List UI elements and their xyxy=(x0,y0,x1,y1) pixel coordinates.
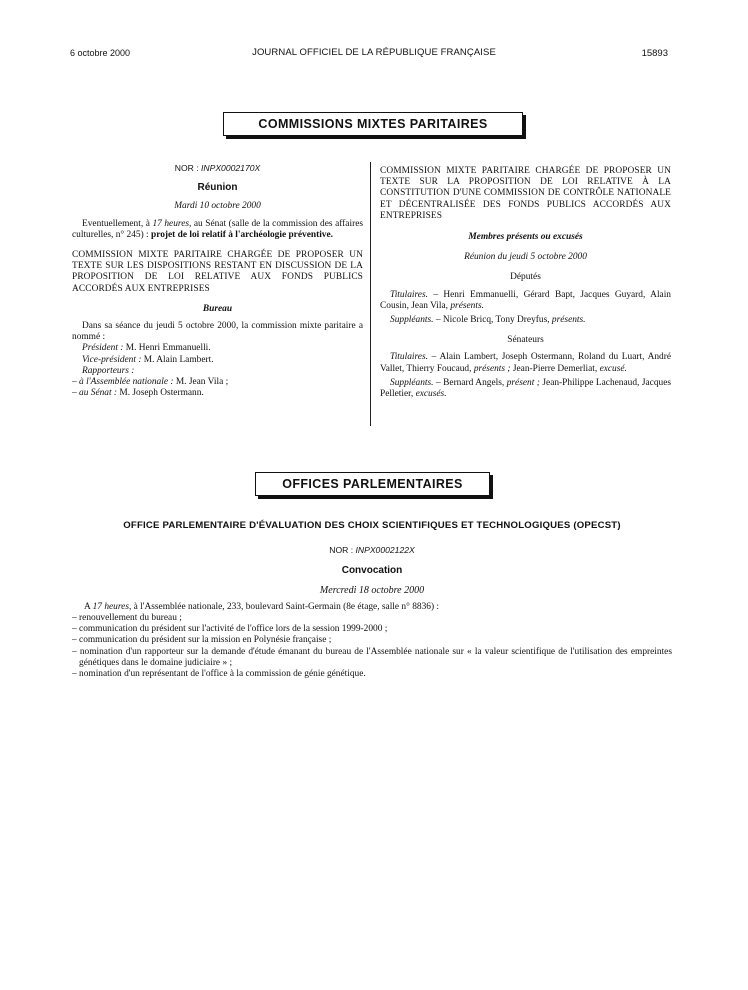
dep-titulaires-text: – Henri Emmanuelli, Gérard Bapt, Jacques Guyard, Alain Cousin, Jean Vila, xyxy=(380,289,671,311)
offices-section xyxy=(72,520,672,680)
intro-time: 17 heures, xyxy=(92,601,132,612)
senateurs-suppleants xyxy=(380,378,671,400)
sen-suppleants-label: Suppléants. xyxy=(390,377,434,388)
page-number: 15893 xyxy=(641,48,668,59)
office-title: OFFICE PARLEMENTAIRE D'ÉVALUATION DES CHOIX SCIENTIFIQUES ET TECHNOLOGIQUES (OPECST) xyxy=(123,520,621,531)
dep-suppleants-status: présents. xyxy=(551,315,586,326)
deputes-heading: Députés xyxy=(510,272,541,283)
commission-title-left: COMMISSION MIXTE PARITAIRE CHARGÉE DE PROPOSER UN TEXTE SUR LES DISPOSITIONS RESTANT EN DISCUSSION DE LA PROPOSITION DE LOI RELATIVE AUX FONDS PUBLICS ACCORDÉS AUX ENTREPRISES xyxy=(72,250,363,294)
convocation-heading: Convocation xyxy=(341,565,403,577)
dep-titulaires-status: présents. xyxy=(450,300,484,311)
header-date: 6 octobre 2000 xyxy=(70,48,131,58)
agenda-item: – nomination d'un rapporteur sur la demande d'étude émanant du bureau de l'Assemblée nationale sur « la valeur scientifique de l'utilisation des empreintes génétiques dans le domaine judiciaire » ; xyxy=(72,646,672,668)
sen-titulaires-status1: présents ; xyxy=(473,363,511,374)
dep-suppleants-text: – Nicole Bricq, Tony Dreyfus, xyxy=(435,315,550,326)
reunion-paragraph xyxy=(72,219,363,241)
agenda-item: – communication du président sur la mission en Polynésie française ; xyxy=(72,635,332,646)
rap2-label: – au Sénat : xyxy=(72,388,118,399)
agenda-item: – nomination d'un représentant de l'office à la commission de génie génétique. xyxy=(72,669,366,680)
vice-name: M. Alain Lambert. xyxy=(143,354,214,365)
para-time: 17 heures, xyxy=(152,218,192,229)
deputes-titulaires xyxy=(380,290,671,312)
meeting-date: Réunion du jeudi 5 octobre 2000 xyxy=(464,252,587,263)
sen-titulaires-text2: Jean-Pierre Demerliat, xyxy=(512,363,598,374)
left-column xyxy=(72,163,363,399)
members-heading: Membres présents ou excusés xyxy=(468,232,583,243)
para-middle: au Sénat (salle de la commission des affaires culturelles, n° 245) : xyxy=(72,218,364,240)
journal-title: JOURNAL OFFICIEL DE LA RÉPUBLIQUE FRANÇAISE xyxy=(252,47,496,58)
rapporteur-assemblee xyxy=(72,377,363,388)
senateurs-heading: Sénateurs xyxy=(507,335,544,346)
nor-label: NOR : xyxy=(174,163,199,173)
agenda-item: – renouvellement du bureau ; xyxy=(72,613,182,624)
office-nor-code: INPX0002122X xyxy=(355,545,415,556)
sen-titulaires-label: Titulaires. xyxy=(390,352,428,363)
bureau-heading: Bureau xyxy=(202,303,233,314)
rapporteurs-label: Rapporteurs : xyxy=(82,365,135,376)
rapporteur-senat xyxy=(72,388,363,399)
president-line xyxy=(72,343,363,354)
agenda-item: – communication du président sur l'activité de l'office lors de la session 1999-2000 ; xyxy=(72,624,388,635)
para-bold: projet de loi relatif à l'archéologie préventive. xyxy=(151,229,333,240)
vice-president-line xyxy=(72,355,363,366)
sen-titulaires-text1: – Alain Lambert, Joseph Ostermann, Roland du Luart, André Vallet, Thierry Foucaud, xyxy=(380,352,672,374)
reunion-date: Mardi 10 octobre 2000 xyxy=(174,201,261,212)
dep-titulaires-label: Titulaires. xyxy=(390,289,428,300)
column-divider xyxy=(370,162,371,426)
president-name: M. Henri Emmanuelli. xyxy=(125,343,211,354)
convocation-intro xyxy=(72,602,672,613)
section-title-commissions: COMMISSIONS MIXTES PARITAIRES xyxy=(223,112,523,136)
intro-prefix: A xyxy=(84,601,91,612)
office-nor-line xyxy=(72,545,672,556)
bureau-intro: Dans sa séance du jeudi 5 octobre 2000, la commission mixte paritaire a nommé : xyxy=(72,321,363,343)
intro-rest: à l'Assemblée nationale, 233, boulevard Saint-Germain (8e étage, salle n° 8836) : xyxy=(133,601,440,612)
para-prefix: Eventuellement, à xyxy=(82,218,150,229)
vice-label: Vice-président : xyxy=(82,354,142,365)
sen-titulaires-status2: excusé. xyxy=(599,363,627,374)
sen-suppleants-text2: Jean-Philippe Lachenaud, Jacques Pelletier, xyxy=(380,377,671,400)
president-label: Président : xyxy=(82,343,124,354)
deputes-suppleants xyxy=(380,315,671,326)
convocation-date: Mercredi 18 octobre 2000 xyxy=(319,584,425,596)
sen-suppleants-status1: présent ; xyxy=(506,377,540,388)
rap1-label: – à l'Assemblée nationale : xyxy=(72,377,174,388)
rap2-name: M. Joseph Ostermann. xyxy=(119,388,204,399)
dep-suppleants-label: Suppléants. xyxy=(390,315,434,326)
right-column xyxy=(380,166,671,400)
nor-line xyxy=(72,163,363,174)
office-nor-label: NOR : xyxy=(329,545,354,556)
senateurs-titulaires xyxy=(380,352,671,374)
rap1-name: M. Jean Vila ; xyxy=(175,377,229,388)
sen-suppleants-text1: – Bernard Angels, xyxy=(435,377,505,388)
nor-code: INPX0002170X xyxy=(201,163,261,173)
sen-suppleants-status2: excusés. xyxy=(415,389,447,400)
reunion-heading: Réunion xyxy=(197,182,238,194)
commission-title-right: COMMISSION MIXTE PARITAIRE CHARGÉE DE PROPOSER UN TEXTE SUR LA PROPOSITION DE LOI RELATIVE À LA CONSTITUTION D'UNE COMMISSION DE CONTRÔLE NATIONALE ET DÉCENTRALISÉE DES FONDS PUBLICS ACCORDÉS AUX ENTREPRISES xyxy=(380,166,671,221)
section-title-offices: OFFICES PARLEMENTAIRES xyxy=(255,472,490,496)
